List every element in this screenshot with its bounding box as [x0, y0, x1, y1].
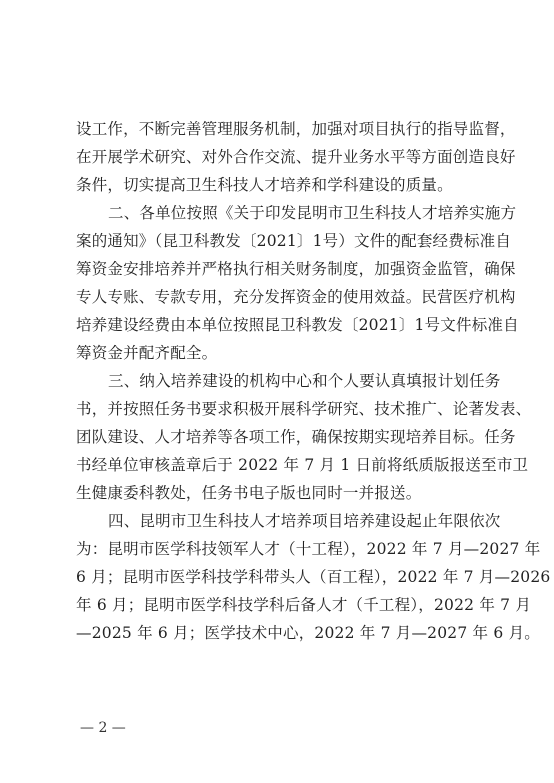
text-line: 为：昆明市医学科技领军人才（十工程），2022 年 7 月—2027 年: [76, 540, 541, 558]
text-line: 书经单位审核盖章后于 2022 年 7 月 1 日前将纸质版报送至市卫: [76, 456, 529, 474]
text-line: 筹资金安排培养并严格执行相关财务制度，加强资金监管，确保: [76, 260, 516, 278]
text-line: 团队建设、人才培养等各项工作，确保按期实现培养目标。任务: [76, 428, 516, 446]
text-line: 生健康委科教处，任务书电子版也同时一并报送。: [76, 484, 422, 502]
paragraph-3-first-line: 三、纳入培养建设的机构中心和个人要认真填报计划任务: [108, 372, 501, 390]
text-line: 培养建设经费由本单位按照昆卫科教发〔2021〕1号文件标准自: [76, 316, 519, 334]
text-line: 书，并按照任务书要求积极开展科学研究、技术推广、论著发表、: [76, 400, 532, 418]
text-line: 年 6 月；昆明市医学科技学科后备人才（千工程），2022 年 7 月: [76, 596, 532, 614]
text-line: 设工作，不断完善管理服务机制，加强对项目执行的指导监督，: [76, 120, 516, 138]
paragraph-4-first-line: 四、昆明市卫生科技人才培养项目培养建设起止年限依次: [108, 512, 501, 530]
text-line: 筹资金并配齐配全。: [76, 344, 218, 362]
text-line: 条件，切实提高卫生科技人才培养和学科建设的质量。: [76, 176, 453, 194]
paragraph-2-first-line: 二、各单位按照《关于印发昆明市卫生科技人才培养实施方: [108, 204, 517, 222]
text-line: 在开展学术研究、对外合作交流、提升业务水平等方面创造良好: [76, 148, 516, 166]
body-text: [76, 115, 551, 647]
text-line: 案的通知》（昆卫科教发〔2021〕1号）文件的配套经费标准自: [76, 232, 512, 250]
text-line: —2025 年 6 月；医学技术中心，2022 年 7 月—2027 年 6 月。: [76, 624, 540, 642]
text-line: 专人专账、专款专用，充分发挥资金的使用效益。民营医疗机构: [76, 288, 516, 306]
text-line: 6 月；昆明市医学科技学科带头人（百工程），2022 年 7 月—2026: [76, 568, 551, 586]
page-number: — 2 —: [80, 720, 126, 736]
